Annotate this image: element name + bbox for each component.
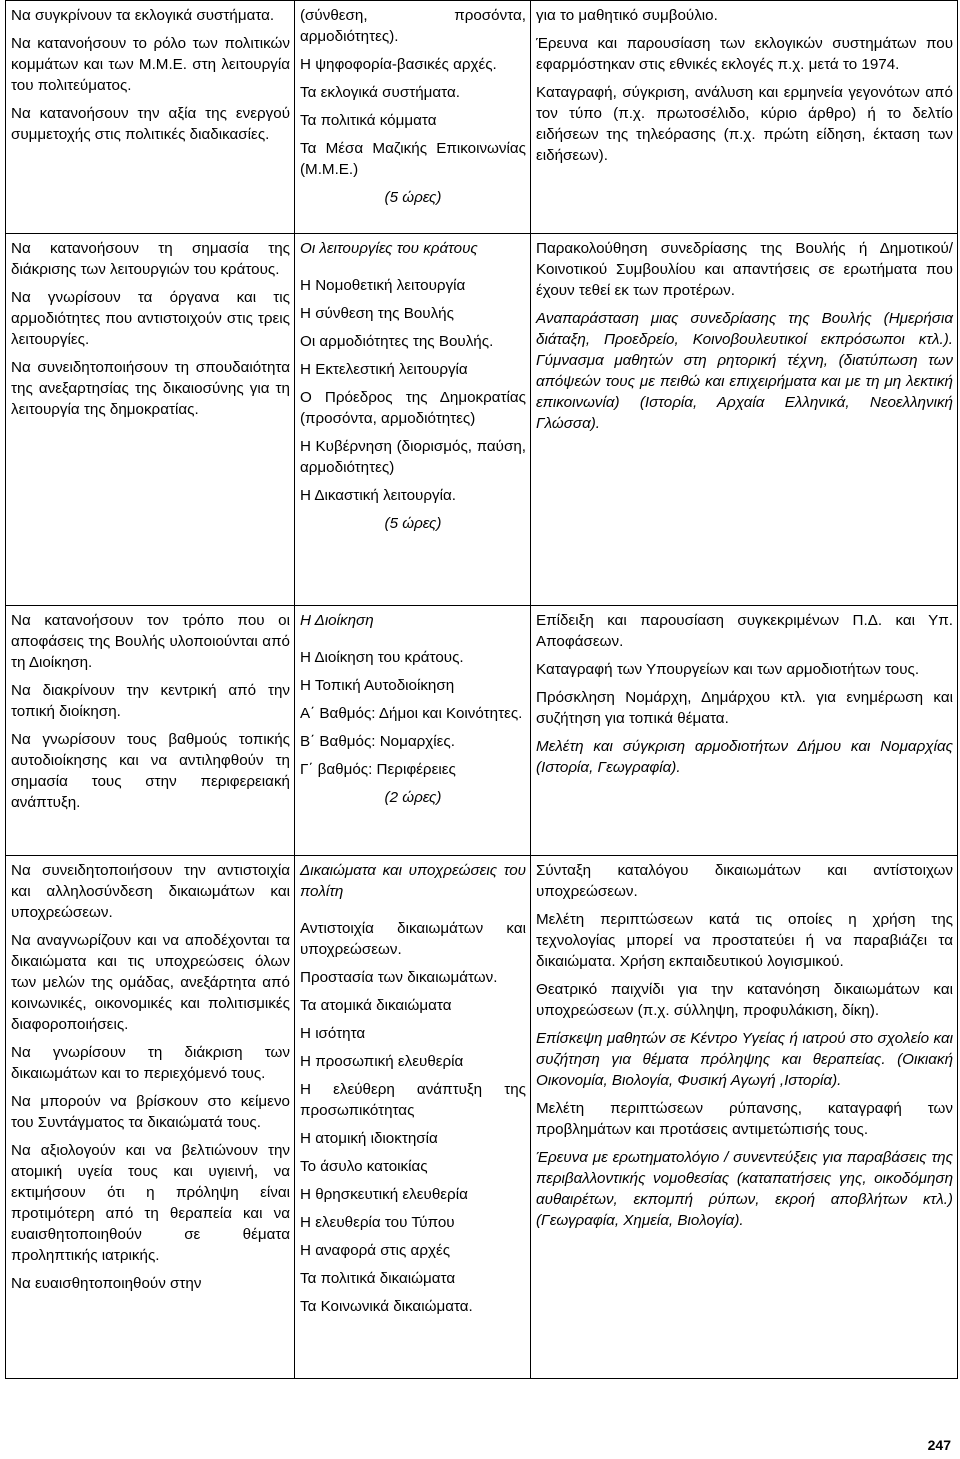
topic-text: Β΄ Βαθμός: Νομαρχίες. (300, 733, 455, 750)
activity-text: Έρευνα με ερωτηματολόγιο / συνεντεύξεις για παραβάσεις της περιβαλλοντικής νομοθεσίας (καταπατήσεις γης, οικοδόμηση αυθαιρέτων, εκπομπή ρύπων, εκροή αποβλήτων κτλ.) (Γεωγραφία, Χημεία, Βιολογία). (536, 1149, 953, 1229)
activity-text: Αναπαράσταση μιας συνεδρίασης της Βουλής (Ημερήσια διάταξη, Προεδρείο, Κοινοβουλευτικοί εκπρόσωποι κτλ.). Γύμνασμα μαθητών στη ρητορική τέχνη, (διατύπωση των απόψεών τους με πειθώ και επιχειρήματα και με τη μη λεκτική επικοινωνία) (Ιστορία, Αρχαία Ελληνικά, Νεοελληνική Γλώσσα). (536, 310, 953, 432)
activity-text: Επίσκεψη μαθητών σε Κέντρο Υγείας ή ιατρού στο σχολείο και συζήτηση για θέματα πρόληψης και θεραπείας. (Οικιακή Οικονομία, Βιολογία, Φυσική Αγωγή ,Ιστορία). (536, 1030, 953, 1089)
objective-text: Να γνωρίσουν τους βαθμούς τοπικής αυτοδιοίκησης και να αντιληφθούν τη σημασία τους στην περιφερειακή ανάπτυξη. (11, 731, 290, 811)
hours-label: (2 ώρες) (384, 789, 442, 806)
table-row (6, 606, 958, 856)
objective-text: Να κατανοήσουν την αξία της ενεργού συμμετοχής στις πολιτικές διαδικασίες. (11, 105, 290, 143)
hours-label: (5 ώρες) (384, 189, 442, 206)
activity-text: Μελέτη περιπτώσεων ρύπανσης, καταγραφή των προβλημάτων και προτάσεις αντιμετώπισής τους. (536, 1100, 953, 1138)
topic-text: Η ελευθερία του Τύπου (300, 1214, 455, 1231)
activity-text: Θεατρικό παιχνίδι για την κατανόηση δικαιωμάτων και υποχρεώσεων (π.χ. σύλληψη, προφυλάκιση, δίκη). (536, 981, 953, 1019)
topic-text: Η θρησκευτική ελευθερία (300, 1186, 468, 1203)
topic-text: Η προσωπική ελευθερία (300, 1053, 464, 1070)
activity-text: Επίδειξη και παρουσίαση συγκεκριμένων Π.Δ. και Υπ. Αποφάσεων. (536, 612, 953, 650)
curriculum-table (5, 0, 958, 1379)
activity-text: Καταγραφή των Υπουργείων και των αρμοδιοτήτων τους. (536, 661, 920, 678)
topic-text: (σύνθεση, προσόντα, αρμοδιότητες). (300, 7, 526, 45)
topic-text: Η ψηφοφορία-βασικές αρχές. (300, 56, 497, 73)
topic-text: Η σύνθεση της Βουλής (300, 305, 454, 322)
objective-text: Να διακρίνουν την κεντρική από την τοπική διοίκηση. (11, 682, 290, 720)
topic-text: Η Διοίκηση του κράτους. (300, 649, 464, 666)
activity-text: Παρακολούθηση συνεδρίασης της Βουλής ή Δημοτικού/Κοινοτικού Συμβουλίου και απαντήσεις σε ερωτήματα που έχουν τεθεί εκ των προτέρων. (536, 240, 953, 299)
topic-text: Η Νομοθετική λειτουργία (300, 277, 466, 294)
topic-text: Γ΄ βαθμός: Περιφέρειες (300, 761, 456, 778)
topic-text: Το άσυλο κατοικίας (300, 1158, 428, 1175)
topic-text: Η Δικαστική λειτουργία. (300, 487, 456, 504)
table-row (6, 234, 958, 606)
objective-text: Να μπορούν να βρίσκουν στο κείμενο του Συντάγματος τα δικαιώματά τους. (11, 1093, 290, 1131)
topic-text: Τα πολιτικά δικαιώματα (300, 1270, 456, 1287)
activity-text: Μελέτη περιπτώσεων κατά τις οποίες η χρήση της τεχνολογίας μπορεί να προστατεύει ή να παραβιάζει τα δικαιώματα. Χρήση εκπαιδευτικού λογισμικού. (536, 911, 953, 970)
objectives-cell (6, 856, 295, 1379)
activity-text: Σύνταξη καταλόγου δικαιωμάτων και αντίστοιχων υποχρεώσεων. (536, 862, 953, 900)
topics-cell (295, 234, 531, 606)
activity-text: Μελέτη και σύγκριση αρμοδιοτήτων Δήμου και Νομαρχίας (Ιστορία, Γεωγραφία). (536, 738, 953, 776)
topic-text: Ο Πρόεδρος της Δημοκρατίας (προσόντα, αρμοδιότητες) (300, 389, 526, 427)
objectives-cell (6, 606, 295, 856)
topic-text: Τα πολιτικά κόμματα (300, 112, 437, 129)
objective-text: Να συνειδητοποιήσουν την αντιστοιχία και αλληλοσύνδεση δικαιωμάτων και υποχρεώσεων. (11, 862, 290, 921)
topics-cell (295, 1, 531, 234)
activities-cell (531, 234, 958, 606)
topic-title: Η Διοίκηση (300, 612, 374, 629)
objective-text: Να κατανοήσουν το ρόλο των πολιτικών κομμάτων και των Μ.Μ.Ε. στη λειτουργία του πολιτεύματος. (11, 35, 290, 94)
topic-text: Οι αρμοδιότητες της Βουλής. (300, 333, 494, 350)
topic-title: Δικαιώματα και υποχρεώσεις του πολίτη (300, 862, 526, 900)
objective-text: Να γνωρίσουν τα όργανα και τις αρμοδιότητες που αντιστοιχούν στις τρεις λειτουργίες. (11, 289, 290, 348)
hours-label: (5 ώρες) (384, 515, 442, 532)
topic-text: Τα Κοινωνικά δικαιώματα. (300, 1298, 473, 1315)
objective-text: Να αξιολογούν και να βελτιώνουν την ατομική υγεία τους και υγιεινή, να εκτιμήσουν ότι η πρόληψη είναι προτιμότερη από τη θεραπεία και να ευαισθητοποιηθούν σε θέματα προληπτικής ιατρικής. (11, 1142, 290, 1264)
objective-text: Να συνειδητοποιήσουν τη σπουδαιότητα της ανεξαρτησίας της δικαιοσύνης για τη λειτουργία της δημοκρατίας. (11, 359, 290, 418)
topic-text: Η Εκτελεστική λειτουργία (300, 361, 468, 378)
topic-text: Η ατομική ιδιοκτησία (300, 1130, 438, 1147)
topic-text: Τα εκλογικά συστήματα. (300, 84, 460, 101)
activities-cell (531, 1, 958, 234)
topic-text: Προστασία των δικαιωμάτων. (300, 969, 498, 986)
table-row (6, 1, 958, 234)
objective-text: Να κατανοήσουν τον τρόπο που οι αποφάσεις της Βουλής υλοποιούνται από τη Διοίκηση. (11, 612, 290, 671)
topic-text: Η ισότητα (300, 1025, 366, 1042)
objective-text: Να γνωρίσουν τη διάκριση των δικαιωμάτων και το περιεχόμενό τους. (11, 1044, 290, 1082)
activities-cell (531, 606, 958, 856)
topic-text: Η Τοπική Αυτοδιοίκηση (300, 677, 455, 694)
topic-text: Η Κυβέρνηση (διορισμός, παύση, αρμοδιότητες) (300, 438, 526, 476)
activity-text: Καταγραφή, σύγκριση, ανάλυση και ερμηνεία γεγονότων από τον τύπο (π.χ. πρωτοσέλιδο, κύριο άρθρο) ή το δελτίο ειδήσεων της τηλεόρασης (π.χ. πρώτη είδηση, έκταση των ειδήσεων). (536, 84, 953, 164)
topic-text: Τα Μέσα Μαζικής Επικοινωνίας (Μ.Μ.Ε.) (300, 140, 526, 178)
topic-text: Τα ατομικά δικαιώματα (300, 997, 452, 1014)
objective-text: Να κατανοήσουν τη σημασία της διάκρισης των λειτουργιών του κράτους. (11, 240, 290, 278)
topics-cell (295, 606, 531, 856)
activities-cell (531, 856, 958, 1379)
objective-text: Να ευαισθητοποιηθούν στην (11, 1275, 202, 1292)
page-number: 247 (927, 1437, 951, 1453)
objectives-cell (6, 1, 295, 234)
objective-text: Να συγκρίνουν τα εκλογικά συστήματα. (11, 7, 275, 24)
table-row (6, 856, 958, 1379)
topic-title: Οι λειτουργίες του κράτους (300, 240, 478, 257)
topic-text: Η αναφορά στις αρχές (300, 1242, 451, 1259)
activity-text: Έρευνα και παρουσίαση των εκλογικών συστημάτων που εφαρμόστηκαν στις εθνικές εκλογές π.χ. μετά το 1974. (536, 35, 953, 73)
topic-text: Αντιστοιχία δικαιωμάτων και υποχρεώσεων. (300, 920, 526, 958)
objective-text: Να αναγνωρίζουν και να αποδέχονται τα δικαιώματα και τις υποχρεώσεις όλων των μελών της ομάδας, ανεξάρτητα από κοινωνικές, οικονομικές και πολιτισμικές διαφοροποιήσεις. (11, 932, 290, 1033)
objectives-cell (6, 234, 295, 606)
topic-text: Η ελεύθερη ανάπτυξη της προσωπικότητας (300, 1081, 526, 1119)
activity-text: Πρόσκληση Νομάρχη, Δημάρχου κτλ. για ενημέρωση και συζήτηση για τοπικά θέματα. (536, 689, 953, 727)
activity-text: για το μαθητικό συμβούλιο. (536, 7, 718, 24)
topic-text: Α΄ Βαθμός: Δήμοι και Κοινότητες. (300, 705, 523, 722)
topics-cell (295, 856, 531, 1379)
